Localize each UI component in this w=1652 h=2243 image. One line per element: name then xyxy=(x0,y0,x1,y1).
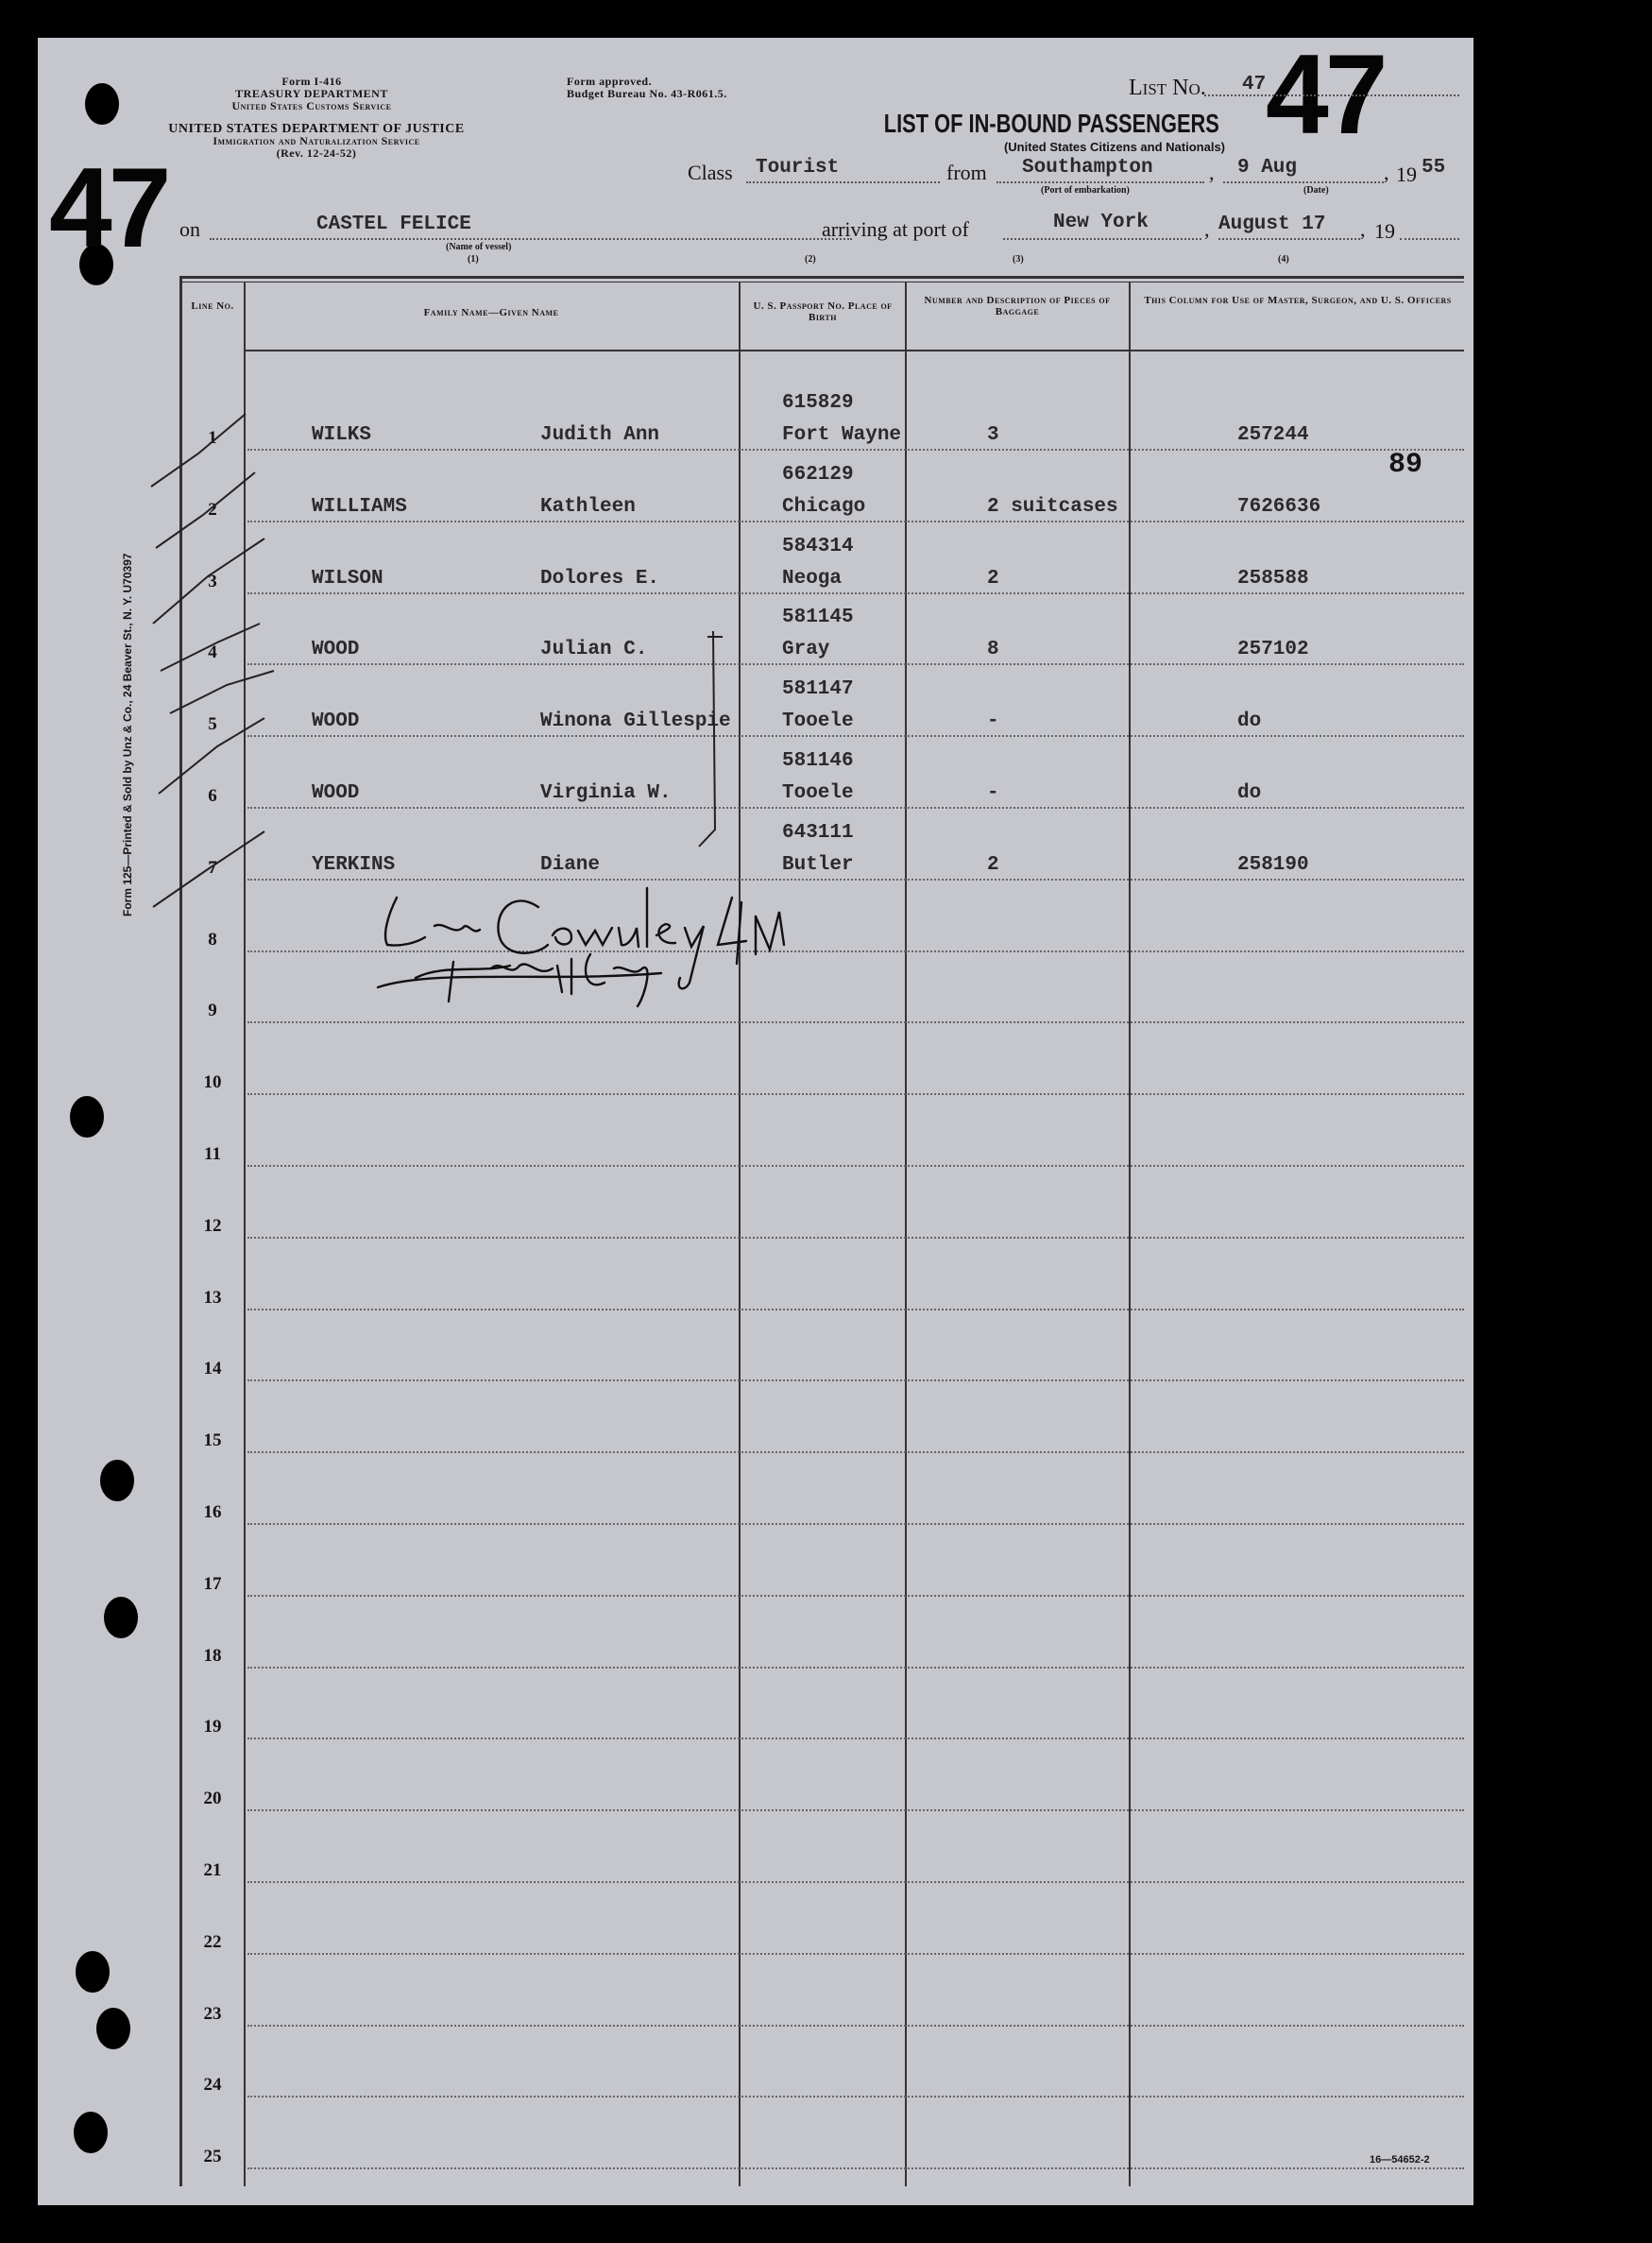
table-top-rule xyxy=(179,276,1464,279)
table-row xyxy=(179,454,1464,526)
line-number: 8 xyxy=(208,929,217,950)
table-row xyxy=(179,2101,1464,2173)
date-caption: (Date) xyxy=(1303,185,1329,196)
table-row xyxy=(179,1099,1464,1171)
baggage: 3 xyxy=(987,424,999,446)
comma: , xyxy=(1360,217,1366,241)
row-dotline xyxy=(247,1881,1464,1883)
row-dotline xyxy=(247,1165,1464,1167)
form-approved: Form approved. xyxy=(567,75,653,88)
row-dotline xyxy=(247,1595,1464,1597)
passport-number: 581146 xyxy=(782,750,854,772)
passport-number: 662129 xyxy=(782,463,854,486)
punch-hole xyxy=(85,83,119,125)
arrival-year-prefix: 19 xyxy=(1374,219,1395,243)
punch-hole xyxy=(70,1096,104,1138)
table-row xyxy=(179,813,1464,884)
form-approval xyxy=(567,76,756,100)
from-label: from xyxy=(946,161,987,184)
document-subtitle: (United States Citizens and Nationals) xyxy=(1003,140,1226,154)
line-number: 16 xyxy=(203,1502,222,1522)
given-name: Judith Ann xyxy=(540,424,660,446)
baggage: 2 xyxy=(987,567,999,590)
year-prefix: 19 xyxy=(1396,163,1417,186)
officer-note: 257244 xyxy=(1237,424,1309,446)
passport-number: 581147 xyxy=(782,678,854,701)
birth-place: Fort Wayne xyxy=(782,424,902,446)
caption-4: (4) xyxy=(1278,254,1289,265)
officer-note: 257102 xyxy=(1237,639,1309,661)
line-number: 21 xyxy=(203,1860,222,1880)
table-row xyxy=(179,1887,1464,1959)
row-dotline xyxy=(247,592,1464,594)
arrival-port: New York xyxy=(1053,212,1149,233)
given-name: Virginia W. xyxy=(540,782,672,804)
class-value: Tourist xyxy=(756,157,840,179)
row-dotline xyxy=(247,1809,1464,1811)
row-dotline xyxy=(247,2167,1464,2169)
line-number: 3 xyxy=(208,571,217,591)
line-number: 12 xyxy=(203,1215,222,1236)
arrival-date-dotline xyxy=(1218,238,1360,240)
vessel-caption: (Name of vessel) xyxy=(446,242,512,252)
on-label: on xyxy=(179,217,200,241)
line-number: 13 xyxy=(203,1287,222,1308)
baggage: 2 xyxy=(987,853,999,876)
table-row xyxy=(179,2029,1464,2101)
line-number: 10 xyxy=(203,1072,222,1093)
birth-place: Tooele xyxy=(782,711,854,733)
manifest-page xyxy=(38,31,1473,2205)
row-dotline xyxy=(247,1309,1464,1310)
birth-place: Chicago xyxy=(782,495,866,518)
list-no-label: List No. xyxy=(1129,76,1206,100)
date-dotline xyxy=(1223,181,1384,183)
caption-1: (1) xyxy=(468,254,479,265)
punch-hole xyxy=(104,1597,138,1638)
line-number: 14 xyxy=(203,1359,222,1379)
line-number: 11 xyxy=(204,1144,221,1164)
from-value: Southampton xyxy=(1022,157,1153,179)
row-dotline xyxy=(247,735,1464,737)
year-value: 55 xyxy=(1422,157,1446,179)
table-row xyxy=(179,526,1464,598)
officer-note: 258190 xyxy=(1237,853,1309,876)
birth-place: Gray xyxy=(782,639,830,661)
table-row xyxy=(179,1671,1464,1743)
birth-place: Tooele xyxy=(782,782,854,804)
row-dotline xyxy=(247,521,1464,522)
family-name: WOOD xyxy=(312,782,360,804)
baggage: - xyxy=(987,711,999,733)
officer-note: 7626636 xyxy=(1237,495,1321,518)
table-row xyxy=(179,1959,1464,2030)
treasury-dept: TREASURY DEPARTMENT xyxy=(235,87,388,100)
row-dotline xyxy=(247,1738,1464,1739)
col-passport: U. S. Passport No. Place of Birth xyxy=(753,300,893,323)
row-dotline xyxy=(247,1953,1464,1955)
given-name: Julian C. xyxy=(540,639,648,661)
vessel-value: CASTEL FELICE xyxy=(316,214,471,235)
family-name: YERKINS xyxy=(312,853,396,876)
row-dotline xyxy=(247,1021,1464,1023)
table-row xyxy=(179,1385,1464,1457)
officer-note: do xyxy=(1237,711,1262,733)
line-number: 22 xyxy=(203,1931,222,1952)
list-number-big: 47 xyxy=(1266,31,1385,158)
col-baggage: Number and Description of Pieces of Baggage xyxy=(924,295,1111,317)
table-row xyxy=(179,1313,1464,1385)
comma: , xyxy=(1204,217,1210,241)
document-title: LIST OF IN-BOUND PASSENGERS xyxy=(883,109,1219,138)
table-row xyxy=(179,1457,1464,1529)
col-line-no: Line No. xyxy=(191,300,234,312)
class-label: Class xyxy=(688,161,733,184)
family-name: WILKS xyxy=(312,424,372,446)
row-dotline xyxy=(247,663,1464,665)
line-number: 18 xyxy=(203,1645,222,1666)
officer-note: 258588 xyxy=(1237,567,1309,590)
table-top-rule-2 xyxy=(179,282,1464,283)
punch-hole xyxy=(76,1951,110,1993)
punch-hole xyxy=(74,2112,108,2153)
caption-2: (2) xyxy=(805,254,816,265)
row-dotline xyxy=(247,1379,1464,1381)
line-number: 17 xyxy=(203,1573,222,1594)
side-print: Form 125—Printed & Sold by Unz & Co., 24 Beaver St., N. Y. U70397 xyxy=(121,553,134,916)
family-name: WILSON xyxy=(312,567,383,590)
form-number: Form I-416 xyxy=(281,75,342,88)
row-dotline xyxy=(247,807,1464,809)
table-row xyxy=(179,597,1464,669)
line-number: 19 xyxy=(203,1717,222,1738)
row-dotline xyxy=(247,2025,1464,2027)
given-name: Winona Gillespie xyxy=(540,711,731,733)
budget-bureau: Budget Bureau No. 43-R061.5. xyxy=(567,87,727,100)
birth-place: Neoga xyxy=(782,567,843,590)
arrival-date: August 17 xyxy=(1218,214,1326,235)
table-row xyxy=(179,1171,1464,1242)
punch-hole xyxy=(96,2008,130,2049)
checkmark-marks xyxy=(142,397,312,964)
officer-note: do xyxy=(1237,782,1262,804)
revision: (Rev. 12-24-52) xyxy=(276,146,357,160)
justice-dept: UNITED STATES DEPARTMENT OF JUSTICE xyxy=(168,122,465,136)
row-dotline xyxy=(247,1451,1464,1453)
row-dotline xyxy=(247,1093,1464,1095)
family-name: WILLIAMS xyxy=(312,495,407,518)
line-number: 5 xyxy=(208,714,217,735)
line-number: 24 xyxy=(203,2075,222,2096)
ins-service: Immigration and Naturalization Service xyxy=(213,134,420,147)
table-row xyxy=(179,741,1464,813)
footer-code: 16—54652-2 xyxy=(1370,2154,1430,2166)
row-dotline xyxy=(247,1237,1464,1239)
table-row xyxy=(179,1027,1464,1099)
vessel-dotline xyxy=(210,238,852,240)
margin-note: 89 xyxy=(1388,449,1423,481)
line-number: 25 xyxy=(203,2147,222,2167)
signature-handwriting xyxy=(359,879,907,1011)
line-number: 2 xyxy=(208,499,217,520)
row-dotline xyxy=(247,1667,1464,1669)
table-row xyxy=(179,1242,1464,1314)
given-name: Diane xyxy=(540,853,601,876)
col-officers: This Column for Use of Master, Surgeon, and U. S. Officers xyxy=(1144,295,1452,306)
comma: , xyxy=(1209,161,1215,184)
class-dotline xyxy=(746,181,940,183)
comma: , xyxy=(1384,161,1389,184)
port-dotline xyxy=(1003,238,1201,240)
corner-number: 47 xyxy=(49,145,168,271)
line-number: 23 xyxy=(203,2003,222,2024)
row-dotline xyxy=(247,449,1464,451)
justice-header xyxy=(161,123,472,160)
passport-number: 615829 xyxy=(782,392,854,414)
date-value: 9 Aug xyxy=(1237,157,1298,179)
baggage: - xyxy=(987,782,999,804)
table-row xyxy=(179,1743,1464,1815)
form-header xyxy=(170,76,453,112)
row-dotline xyxy=(247,2096,1464,2097)
from-caption: (Port of embarkation) xyxy=(1041,185,1130,196)
baggage: 8 xyxy=(987,639,999,661)
line-number: 1 xyxy=(208,428,217,448)
line-number: 4 xyxy=(208,642,217,663)
table-row xyxy=(179,1529,1464,1601)
col-name: Family Name—Given Name xyxy=(423,307,559,318)
table-row xyxy=(179,669,1464,741)
from-dotline xyxy=(996,181,1204,183)
passport-number: 643111 xyxy=(782,821,854,844)
table-row xyxy=(179,1601,1464,1672)
given-name: Kathleen xyxy=(540,495,636,518)
line-number: 6 xyxy=(208,786,217,806)
birth-place: Butler xyxy=(782,853,854,876)
punch-hole xyxy=(100,1460,134,1501)
arriving-label: arriving at port of xyxy=(822,217,969,241)
bracket-mark xyxy=(694,631,732,848)
family-name: WOOD xyxy=(312,711,360,733)
passport-number: 584314 xyxy=(782,535,854,557)
header-bottom-rule xyxy=(244,350,1464,351)
line-number: 15 xyxy=(203,1430,222,1451)
given-name: Dolores E. xyxy=(540,567,660,590)
list-no-typed: 47 xyxy=(1242,74,1267,95)
caption-3: (3) xyxy=(1013,254,1024,265)
passport-number: 581145 xyxy=(782,607,854,629)
arrival-year-dotline xyxy=(1400,238,1459,240)
row-dotline xyxy=(247,1523,1464,1525)
family-name: WOOD xyxy=(312,639,360,661)
table-row xyxy=(179,383,1464,454)
baggage: 2 suitcases xyxy=(987,495,1118,518)
customs-service: United States Customs Service xyxy=(231,99,392,112)
line-number: 9 xyxy=(208,1001,217,1021)
line-number: 7 xyxy=(208,857,217,878)
table-row xyxy=(179,1815,1464,1887)
line-number: 20 xyxy=(203,1789,222,1809)
